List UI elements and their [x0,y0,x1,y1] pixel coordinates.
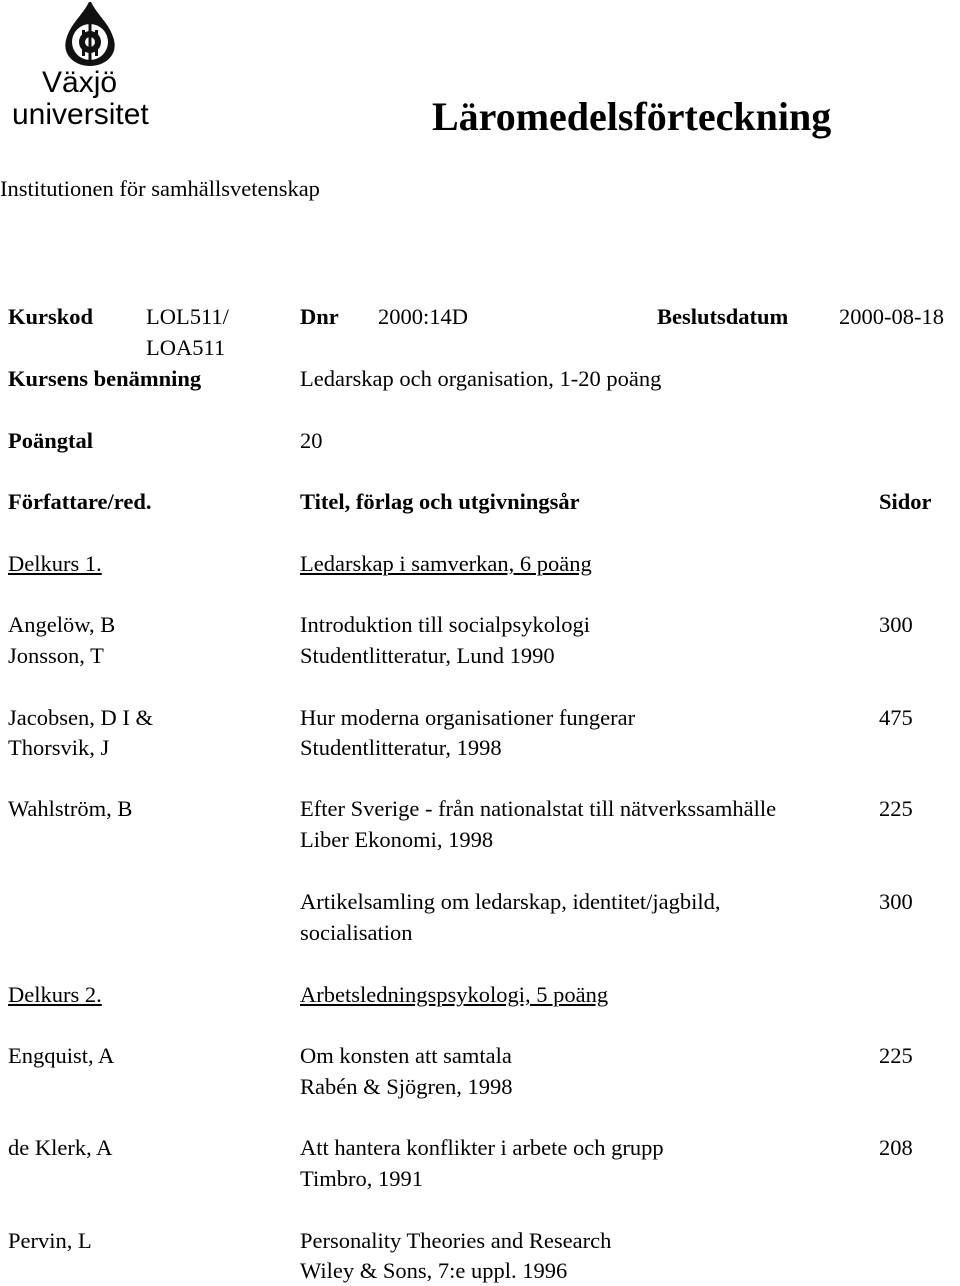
entry-title: Personality Theories and Research [300,1228,612,1253]
delkurs1-title: Ledarskap i samverkan, 6 poäng [300,551,592,576]
entry-publisher: Studentlitteratur, 1998 [300,735,502,760]
entry-author: Angelöw, B [8,612,116,637]
column-header-author: Författare/red. [8,489,152,514]
entry-pages: 208 [879,1135,913,1160]
entry-pages: 300 [879,612,913,637]
entry-title: Hur moderna organisationer fungerar [300,705,636,730]
entry-title: Artikelsamling om ledarskap, identitet/jagbild, [300,889,721,914]
entry-author: Pervin, L [8,1228,92,1253]
logo-text-line1: Växjö [42,66,118,99]
entry-publisher: Studentlitteratur, Lund 1990 [300,643,555,668]
delkurs1-label: Delkurs 1. [8,551,102,576]
entry-publisher: Timbro, 1991 [300,1166,423,1191]
poangtal-value: 20 [300,428,323,453]
kurskod-value-1: LOL511/ [146,304,229,329]
page-title: Läromedelsförteckning [432,94,832,139]
entry-author: Engquist, A [8,1043,115,1068]
logo-emblem-icon [60,0,120,68]
logo-text-line2: universitet [12,98,149,131]
kurskod-value-2: LOA511 [146,335,226,360]
beslutsdatum-label: Beslutsdatum [657,304,789,329]
entry-pages: 225 [879,796,913,821]
column-header-pages: Sidor [879,489,932,514]
dnr-value: 2000:14D [378,304,468,329]
entry-title: Om konsten att samtala [300,1043,512,1068]
entry-publisher: socialisation [300,920,413,945]
entry-author: Wahlström, B [8,796,133,821]
dnr-label: Dnr [300,304,339,329]
entry-author: de Klerk, A [8,1135,113,1160]
poangtal-label: Poängtal [8,428,94,453]
institution-name: Institutionen för samhällsvetenskap [0,176,320,201]
kurskod-label: Kurskod [8,304,94,329]
entry-pages: 225 [879,1043,913,1068]
entry-publisher: Liber Ekonomi, 1998 [300,827,494,852]
entry-title: Introduktion till socialpsykologi [300,612,590,637]
entry-publisher: Rabén & Sjögren, 1998 [300,1074,513,1099]
benamning-label: Kursens benämning [8,366,202,391]
entry-author-2: Thorsvik, J [8,735,110,760]
beslutsdatum-value: 2000-08-18 [839,304,944,329]
benamning-value: Ledarskap och organisation, 1-20 poäng [300,366,662,391]
entry-author: Jacobsen, D I & [8,705,153,730]
entry-author-2: Jonsson, T [8,643,104,668]
entry-pages: 300 [879,889,913,914]
delkurs2-label: Delkurs 2. [8,982,102,1007]
delkurs2-title: Arbetsledningspsykologi, 5 poäng [300,982,609,1007]
entry-title: Att hantera konflikter i arbete och grupp [300,1135,664,1160]
column-header-title: Titel, förlag och utgivningsår [300,489,580,514]
entry-title: Efter Sverige - från nationalstat till nätverkssamhälle [300,796,777,821]
entry-publisher: Wiley & Sons, 7:e uppl. 1996 [300,1258,568,1283]
entry-pages: 475 [879,705,913,730]
